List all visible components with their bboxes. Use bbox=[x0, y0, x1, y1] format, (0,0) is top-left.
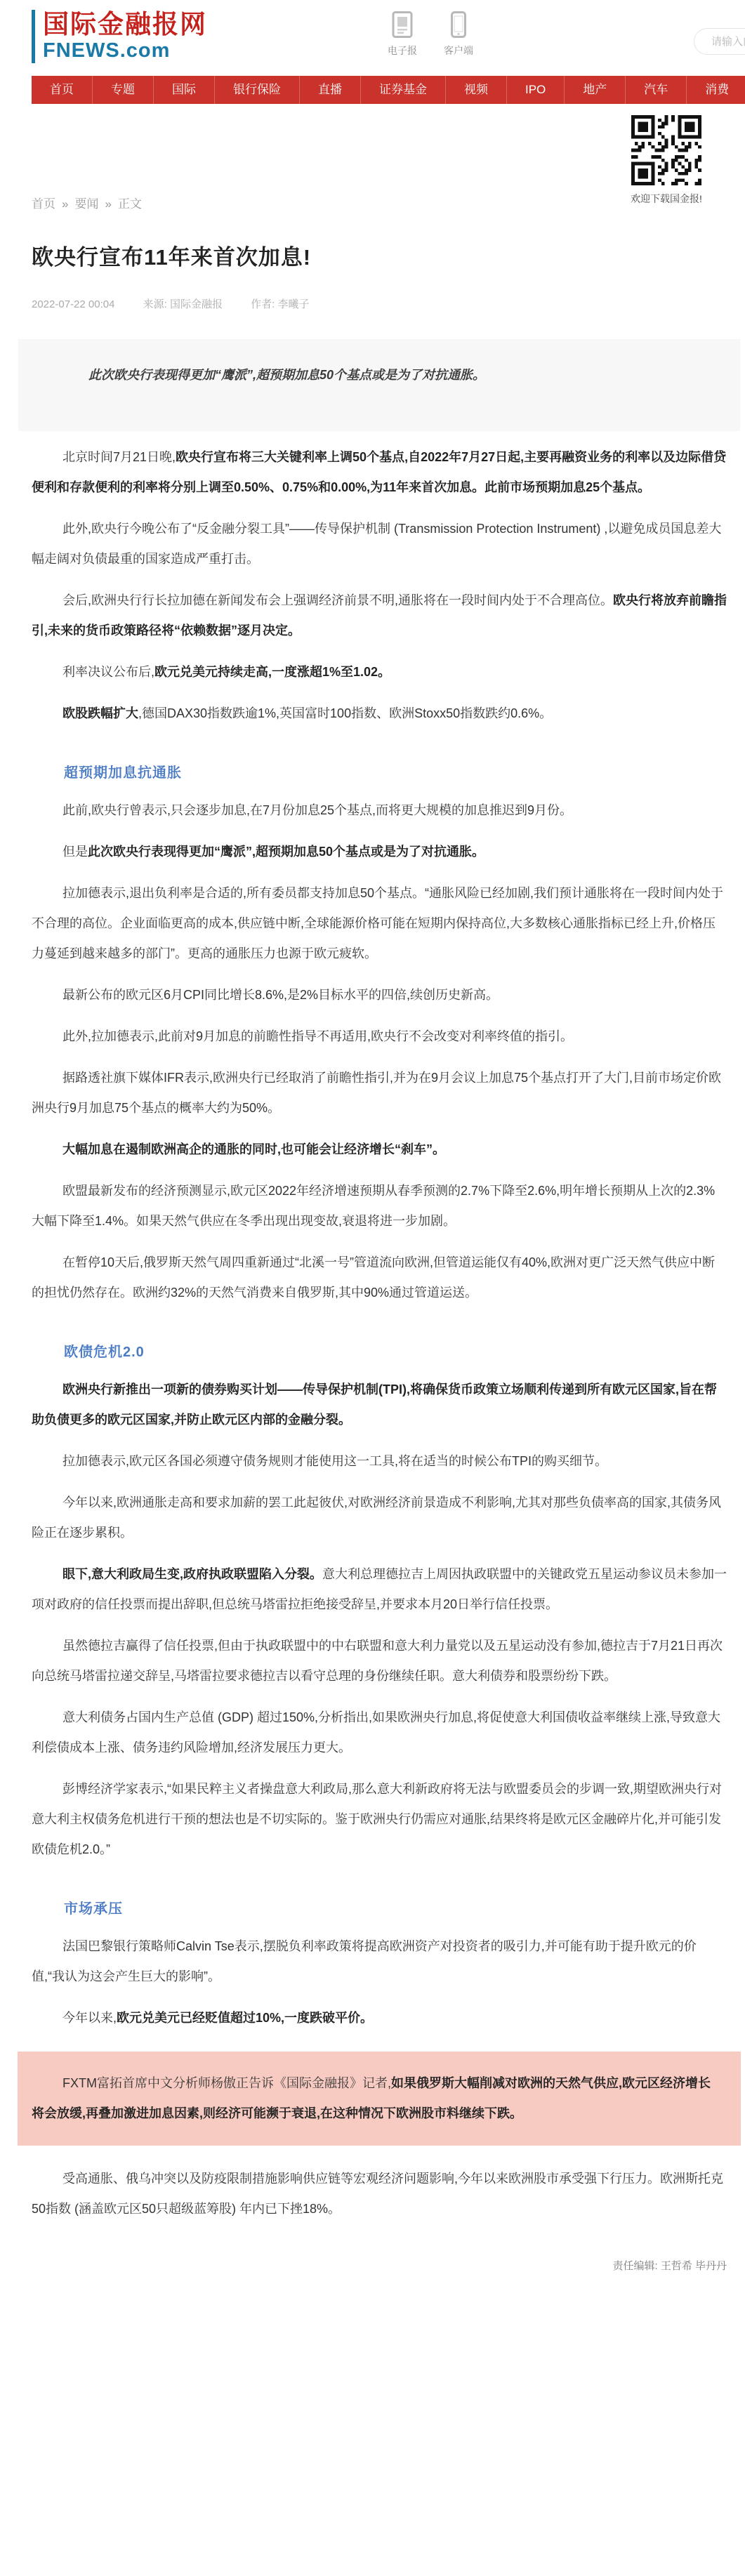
qr-caption: 欢迎下载国金报! bbox=[631, 193, 702, 204]
qr-code bbox=[631, 115, 701, 185]
nav-item-3[interactable]: 银行保险 bbox=[215, 76, 300, 104]
nav-item-9[interactable]: 汽车 bbox=[626, 76, 687, 104]
breadcrumb-item-2: 正文 bbox=[117, 197, 142, 211]
article-paragraph: 利率决议公布后,欧元兑美元持续走高,一度涨超1%至1.02。 bbox=[62, 664, 391, 679]
nav-item-6[interactable]: 视频 bbox=[446, 76, 507, 104]
article-paragraph: 欧洲央行新推出一项新的债券购买计划——传导保护机制(TPI),将确保货币政策立场顺利传递到所有欧元区国家,旨在帮助负债更多的欧元区国家,并防止欧元区内部的金融分裂。 bbox=[32, 1382, 717, 1427]
section-heading: 欧债危机2.0 bbox=[64, 1344, 145, 1360]
article-date: 2022-07-22 00:04 bbox=[32, 298, 115, 310]
search-input[interactable] bbox=[694, 28, 745, 55]
logo-accent-bar bbox=[32, 10, 35, 63]
breadcrumb bbox=[32, 104, 727, 211]
article-meta bbox=[32, 296, 727, 311]
article-paragraph: 但是此次欧央行表现得更加“鹰派”,超预期加息50个基点或是为了对抗通胀。 bbox=[62, 844, 485, 859]
article-paragraph: 法国巴黎银行策略师Calvin Tse表示,摆脱负利率政策将提高欧洲资产对投资者的吸引力,并可能有助于提升欧元的价值,“我认为这会产生巨大的影响”。 bbox=[32, 1938, 697, 1983]
summary-text: 此次欧央行表现得更加“鹰派”,超预期加息50个基点或是为了对抗通胀。 bbox=[88, 368, 486, 382]
qr-block bbox=[627, 115, 706, 206]
breadcrumb-item-0[interactable]: 首页 bbox=[32, 197, 55, 211]
article-paragraph: 意大利债务占国内生产总值 (GDP) 超过150%,分析指出,如果欧洲央行加息,将促使意大利国债收益率继续上涨,导致意大利偿债成本上涨、债务违约风险增加,经济发展压力更大。 bbox=[32, 1710, 721, 1755]
nav-item-4[interactable]: 直播 bbox=[300, 76, 361, 104]
nav-item-2[interactable]: 国际 bbox=[154, 76, 215, 104]
article-paragraph: 会后,欧洲央行行长拉加德在新闻发布会上强调经济前景不明,通胀将在一段时间内处于不合理高位。欧央行将放弃前瞻指引,未来的货币政策路径将“依赖数据”逐月决定。 bbox=[32, 593, 727, 638]
epaper-label: 电子报 bbox=[388, 45, 417, 56]
article-paragraph: 今年以来,欧元兑美元已经贬值超过10%,一度跌破平价。 bbox=[62, 2010, 374, 2025]
article-page bbox=[32, 104, 727, 2273]
article-paragraph: 北京时间7月21日晚,欧央行宣布将三大关键利率上调50个基点,自2022年7月27日起,主要再融资业务的利率以及边际借贷便利和存款便利的利率将分别上调至0.50%、0.75%和0.00%,为11年来首次加息。此前市场预期加息25个基点。 bbox=[32, 449, 727, 494]
page-title: 欧央行宣布11年来首次加息! bbox=[32, 245, 312, 270]
breadcrumb-item-1[interactable]: 要闻 bbox=[74, 197, 99, 211]
article-paragraph: 此外,欧央行今晚公布了“反金融分裂工具”——传导保护机制 (Transmission Protection Instrument) ,以避免成员国息差大幅走阔对负债最重的国家造成严重打击。 bbox=[32, 521, 722, 566]
article-paragraph: 受高通胀、俄乌冲突以及防疫限制措施影响供应链等宏观经济问题影响,今年以来欧洲股市承受强下行压力。欧洲斯托克50指数 (涵盖欧元区50只超级蓝筹股) 年内已下挫18%。 bbox=[32, 2171, 723, 2216]
nav-item-5[interactable]: 证券基金 bbox=[361, 76, 446, 104]
article-paragraph: 拉加德表示,欧元区各国必须遵守债务规则才能使用这一工具,将在适当的时候公布TPI的购买细节。 bbox=[62, 1453, 607, 1468]
article-paragraph: 今年以来,欧洲通胀走高和要求加薪的罢工此起彼伏,对欧洲经济前景造成不利影响,尤其对那些负债率高的国家,其债务风险正在逐步累积。 bbox=[32, 1495, 721, 1540]
client-button[interactable] bbox=[444, 11, 473, 58]
article-paragraph: 在暂停10天后,俄罗斯天然气周四重新通过“北溪一号”管道流向欧洲,但管道运能仅有40%,欧洲对更广泛天然气供应中断的担忧仍然存在。欧洲约32%的天然气消费来自俄罗斯,其中90%通过管道运送。 bbox=[32, 1255, 716, 1300]
nav-item-1[interactable]: 专题 bbox=[93, 76, 154, 104]
breadcrumb-separator: » bbox=[62, 197, 69, 211]
header-apps bbox=[388, 11, 473, 58]
article-paragraph: 拉加德表示,退出负利率是合适的,所有委员都支持加息50个基点。“通胀风险已经加剧,我们预计通胀将在一段时间内处于不合理的高位。企业面临更高的成本,供应链中断,全球能源价格可能在短期内保持高位,大多数核心通胀指标已经上升,价格压力蔓延到越来越多的部门”。更高的通胀压力也源于欧元疲软。 bbox=[32, 885, 724, 960]
nav-item-7[interactable]: IPO bbox=[507, 76, 565, 104]
epaper-button[interactable] bbox=[388, 11, 417, 58]
article-paragraph: 眼下,意大利政局生变,政府执政联盟陷入分裂。意大利总理德拉吉上周因执政联盟中的关键政党五星运动参议员未参加一项对政府的信任投票而提出辞职,但总统马塔雷拉拒绝接受辞呈,并要求本月20日举行信任投票。 bbox=[32, 1566, 727, 1611]
article-paragraph: 彭博经济学家表示,“如果民粹主义者操盘意大利政局,那么意大利新政府将无法与欧盟委员会的步调一致,期望欧洲央行对意大利主权债务危机进行干预的想法也是不切实际的。鉴于欧洲央行仍需应对通胀,结果终将是欧元区金融碎片化,并可能引发欧债危机2.0。” bbox=[32, 1781, 722, 1856]
site-header bbox=[0, 0, 745, 76]
nav-item-8[interactable]: 地产 bbox=[565, 76, 626, 104]
highlight-paragraph: FXTM富拓首席中文分析师杨傲正告诉《国际金融报》记者,如果俄罗斯大幅削减对欧洲的天然气供应,欧元区经济增长将会放缓,再叠加激进加息因素,则经济可能濒于衰退,在这种情况下欧洲股市料继续下跌。 bbox=[18, 2052, 741, 2146]
article-paragraph: 此外,拉加德表示,此前对9月加息的前瞻性指导不再适用,欧央行不会改变对利率终值的指引。 bbox=[62, 1029, 574, 1043]
editor-credit: 责任编辑: 王哲希 毕丹丹 bbox=[612, 2259, 727, 2272]
article-paragraph: 欧盟最新发布的经济预测显示,欧元区2022年经济增速预期从春季预测的2.7%下降至2.6%,明年增长预期从上次的2.3%大幅下降至1.4%。如果天然气供应在冬季出现出现变故,衰退将进一步加剧。 bbox=[32, 1183, 716, 1228]
breadcrumb-separator: » bbox=[105, 197, 112, 211]
article-paragraph: 欧股跌幅扩大,德国DAX30指数跌逾1%,英国富时100指数、欧洲Stoxx50指数跌约0.6%。 bbox=[62, 706, 553, 720]
section-heading: 市场承压 bbox=[64, 1901, 123, 1917]
logo-subtitle: FNEWS.com bbox=[43, 39, 171, 62]
epaper-tablet-icon bbox=[388, 11, 417, 38]
article-paragraph: 据路透社旗下媒体IFR表示,欧洲央行已经取消了前瞻性指引,并为在9月会议上加息75个基点打开了大门,目前市场定价欧洲央行9月加息75个基点的概率大约为50%。 bbox=[32, 1070, 722, 1115]
article-body bbox=[32, 442, 727, 2224]
article-paragraph: 最新公布的欧元区6月CPI同比增长8.6%,是2%目标水平的四倍,续创历史新高。 bbox=[62, 987, 499, 1002]
nav-item-10[interactable]: 消费 bbox=[687, 76, 745, 104]
article-author: 作者: 李曦子 bbox=[251, 298, 310, 310]
client-label: 客户端 bbox=[444, 45, 473, 56]
nav-item-0[interactable]: 首页 bbox=[32, 76, 93, 104]
site-logo[interactable] bbox=[32, 10, 207, 63]
article-paragraph: 大幅加息在遏制欧洲高企的通胀的同时,也可能会让经济增长“刹车”。 bbox=[62, 1142, 445, 1156]
article-paragraph: 虽然德拉吉赢得了信任投票,但由于执政联盟中的中右联盟和意大利力量党以及五星运动没有参加,德拉吉于7月21日再次向总统马塔雷拉递交辞呈,马塔雷拉要求德拉吉以看守总理的身份继续任职。意大利债券和股票纷纷下跌。 bbox=[32, 1638, 723, 1683]
logo-title: 国际金融报网 bbox=[43, 8, 207, 39]
section-heading: 超预期加息抗通胀 bbox=[64, 765, 182, 781]
main-nav bbox=[32, 76, 745, 104]
summary-box bbox=[18, 339, 740, 431]
phone-icon bbox=[444, 11, 473, 38]
article-source: 来源: 国际金融报 bbox=[143, 298, 223, 310]
article-paragraph: 此前,欧央行曾表示,只会逐步加息,在7月份加息25个基点,而将更大规模的加息推迟到9月份。 bbox=[62, 802, 573, 817]
